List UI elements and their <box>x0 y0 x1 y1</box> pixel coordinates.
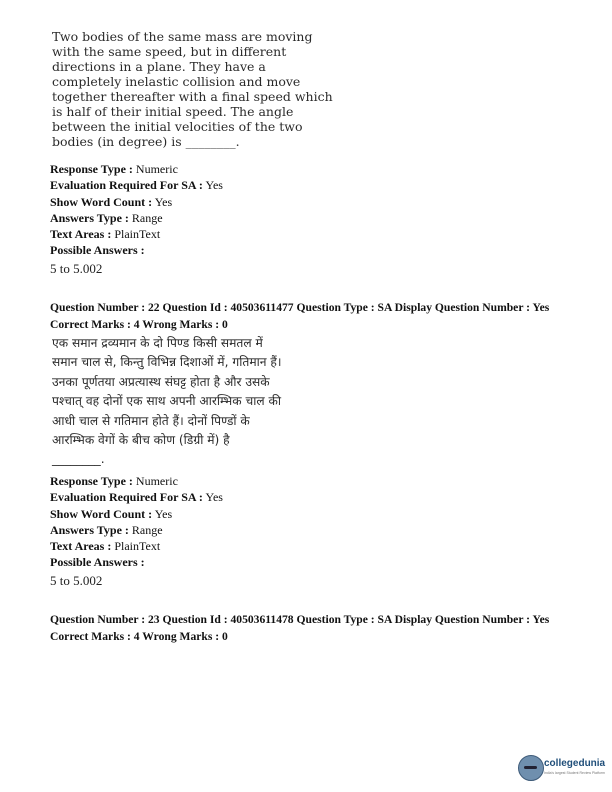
q21-line: together thereafter with a final speed which <box>52 89 333 104</box>
q22-line: आधी चाल से गतिमान होते हैं। दोनों पिण्डों के <box>52 413 250 428</box>
q23-header-line1: Question Number : 23 Question Id : 40503611478 Question Type : SA Display Question Number : Yes <box>50 613 550 626</box>
q23-header <box>50 612 549 645</box>
q22-line: आरम्भिक वेगों के बीच कोण (डिग्री में) है <box>52 433 230 448</box>
q22-line: समान चाल से, किन्तु विभिन्न दिशाओं में, गतिमान हैं। <box>52 355 282 370</box>
response-type-row: Response Type : Numeric <box>50 162 178 176</box>
word-count-row: Show Word Count : Yes <box>50 506 173 521</box>
q21-line: completely inelastic collision and move <box>52 74 301 89</box>
mascot-icon <box>518 755 544 781</box>
q21-meta <box>50 161 223 277</box>
possible-answers-value: 5 to 5.002 <box>50 572 103 588</box>
q21-line: is half of their initial speed. The angle <box>52 104 294 119</box>
word-count-row: Show Word Count : Yes <box>50 194 173 209</box>
q21-line: bodies (in degree) is ________. <box>52 134 240 149</box>
possible-answers-row: Possible Answers : <box>50 243 145 258</box>
answers-type-row: Answers Type : Range <box>50 210 163 225</box>
q22-line: ________. <box>52 452 105 467</box>
q22-header <box>50 300 549 333</box>
evaluation-row: Evaluation Required For SA : Yes <box>50 178 223 193</box>
q22-header-line2: Correct Marks : 4 Wrong Marks : 0 <box>50 317 228 331</box>
q22-line: एक समान द्रव्यमान के दो पिण्ड किसी समतल में <box>52 336 263 350</box>
q22-header-line1: Question Number : 22 Question Id : 40503611477 Question Type : SA Display Question Number : Yes <box>50 301 550 314</box>
q22-line: पश्चात् वह दोनों एक साथ अपनी आरम्भिक चाल की <box>52 394 282 409</box>
logo-name: collegedunia <box>544 758 606 769</box>
q21-line: Two bodies of the same mass are moving <box>52 29 313 44</box>
answers-type-row: Answers Type : Range <box>50 522 163 537</box>
text-areas-row: Text Areas : PlainText <box>50 539 161 554</box>
q22-meta <box>50 473 223 589</box>
q22-line: उनका पूर्णतया अप्रत्यास्थ संघट्ट होता है और उसके <box>52 374 270 389</box>
q23-header-line2: Correct Marks : 4 Wrong Marks : 0 <box>50 629 228 643</box>
q21-line: between the initial velocities of the two <box>52 119 303 134</box>
possible-answers-value: 5 to 5.002 <box>50 260 103 276</box>
possible-answers-row: Possible Answers : <box>50 555 145 570</box>
response-type-row: Response Type : Numeric <box>50 474 178 488</box>
q22-question-text-hindi <box>52 334 282 470</box>
q21-question-text <box>52 29 333 149</box>
collegedunia-logo <box>514 750 606 790</box>
text-areas-row: Text Areas : PlainText <box>50 227 161 242</box>
q21-line: directions in a plane. They have a <box>52 59 266 74</box>
evaluation-row: Evaluation Required For SA : Yes <box>50 490 223 505</box>
q21-line: with the same speed, but in different <box>52 44 287 59</box>
logo-tagline: India's largest Student Review Platform <box>544 771 605 775</box>
